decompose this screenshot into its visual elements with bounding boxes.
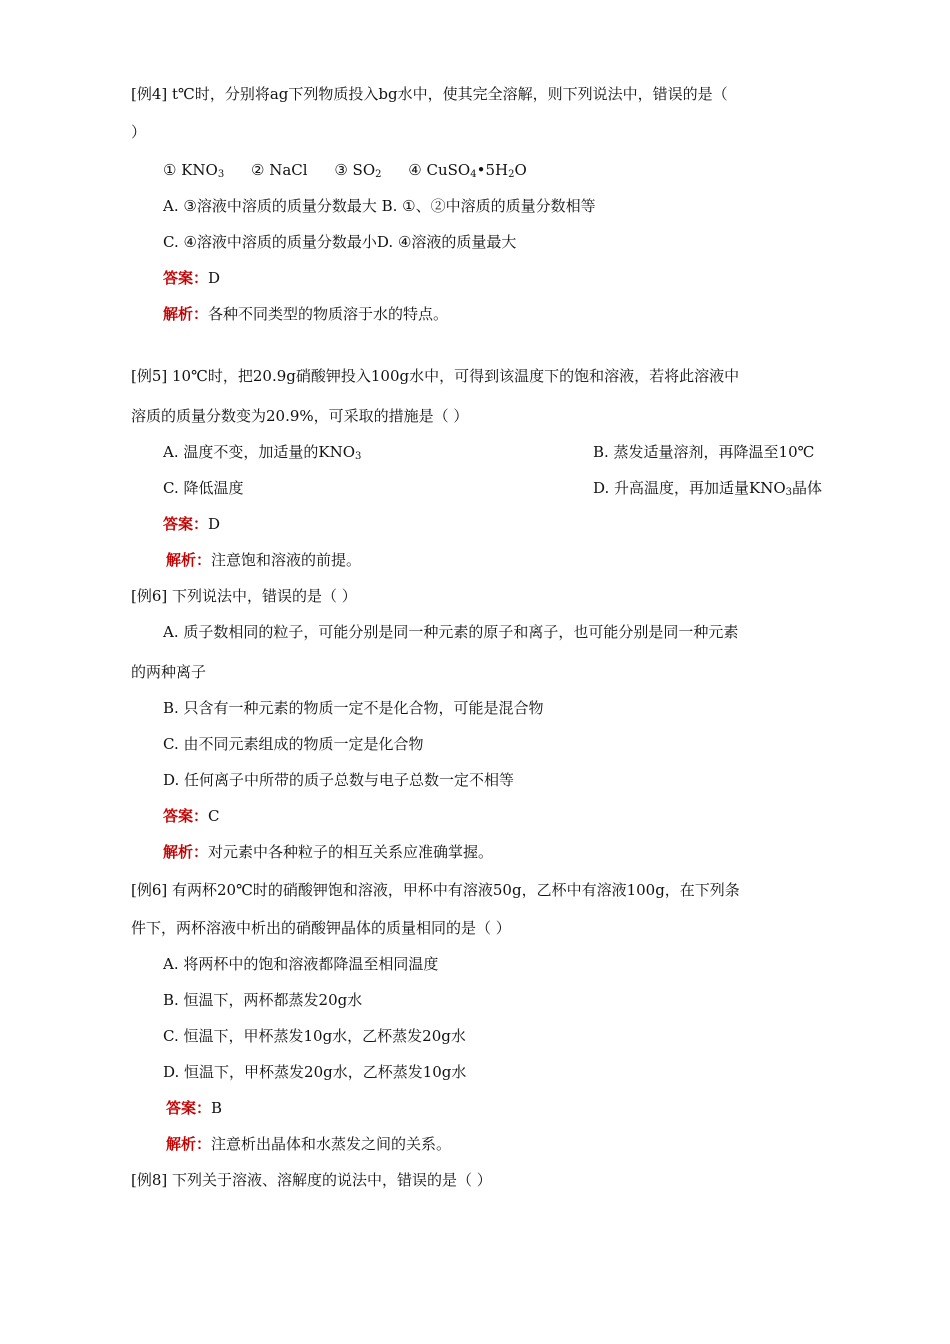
ex5-answer: 答案：D — [163, 515, 221, 533]
ex5-option-d: D. 升高温度，再加适量$KNO_3$晶体 — [593, 479, 823, 498]
ex4-item-4: ④ $CuSO_4•5H_2O$ — [408, 161, 527, 180]
ex4-substance-list — [163, 160, 527, 180]
ex6b-question-line2: 件下，两杯溶液中析出的硝酸钾晶体的质量相同的是（ ） — [131, 919, 511, 937]
ex6a-analysis: 解析：对元素中各种粒子的相互关系应准确掌握。 — [163, 843, 494, 861]
ex4-answer: 答案：D — [163, 269, 221, 287]
ex6b-option-b: B. 恒温下，两杯都蒸发20g水 — [163, 991, 363, 1009]
ex8-question: [例8] 下列关于溶液、溶解度的说法中，错误的是（ ） — [131, 1171, 492, 1189]
ex4-options-ab: A. ③溶液中溶质的质量分数最大 B. ①、②中溶质的质量分数相等 — [163, 197, 596, 215]
ex6a-option-b: B. 只含有一种元素的物质一定不是化合物，可能是混合物 — [163, 699, 544, 717]
ex6b-answer: 答案：B — [166, 1099, 223, 1117]
ex5-question-line1: [例5] 10℃时，把20.9g硝酸钾投入100g水中，可得到该温度下的饱和溶液，若将此溶液中 — [131, 367, 740, 385]
ex6b-question-line1: [例6] 有两杯20℃时的硝酸钾饱和溶液，甲杯中有溶液50g，乙杯中有溶液100g，在下列条 — [131, 881, 740, 899]
ex4-item-2: ② NaCl — [251, 161, 308, 179]
ex4-item-1: ① $KNO_3$ — [163, 161, 225, 180]
ex4-options-cd: C. ④溶液中溶质的质量分数最小D. ④溶液的质量最大 — [163, 233, 517, 251]
ex6a-option-a-line1: A. 质子数相同的粒子，可能分别是同一种元素的原子和离子，也可能分别是同一种元素 — [163, 623, 739, 641]
ex5-options-cd — [163, 478, 823, 498]
ex5-option-c: C. 降低温度 — [163, 479, 244, 497]
ex4-question-line2: ） — [131, 123, 147, 141]
ex6a-question: [例6] 下列说法中，错误的是（ ） — [131, 587, 357, 605]
ex5-options-ab — [163, 442, 815, 462]
ex5-option-a: A. 温度不变，加适量的$KNO_3$ — [163, 443, 362, 462]
ex6b-option-d: D. 恒温下，甲杯蒸发20g水，乙杯蒸发10g水 — [163, 1063, 467, 1081]
ex5-question-line2: 溶质的质量分数变为20.9%，可采取的措施是（ ） — [131, 407, 469, 425]
ex6a-option-a-line2: 的两种离子 — [131, 663, 207, 681]
ex6a-option-d: D. 任何离子中所带的质子总数与电子总数一定不相等 — [163, 771, 515, 789]
ex4-item-3: ③ $SO_2$ — [334, 161, 382, 180]
ex6b-analysis: 解析：注意析出晶体和水蒸发之间的关系。 — [166, 1135, 452, 1153]
ex6b-option-c: C. 恒温下，甲杯蒸发10g水，乙杯蒸发20g水 — [163, 1027, 466, 1045]
ex5-option-b: B. 蒸发适量溶剂，再降温至10℃ — [593, 443, 815, 461]
ex4-question-line1: [例4] t℃时，分别将ag下列物质投入bg水中，使其完全溶解，则下列说法中，错误的是（ — [131, 85, 728, 103]
ex4-analysis: 解析：各种不同类型的物质溶于水的特点。 — [163, 305, 449, 323]
ex6b-option-a: A. 将两杯中的饱和溶液都降温至相同温度 — [163, 955, 439, 973]
ex5-analysis: 解析：注意饱和溶液的前提。 — [166, 551, 362, 569]
ex6a-answer: 答案：C — [163, 807, 220, 825]
ex6a-option-c: C. 由不同元素组成的物质一定是化合物 — [163, 735, 424, 753]
